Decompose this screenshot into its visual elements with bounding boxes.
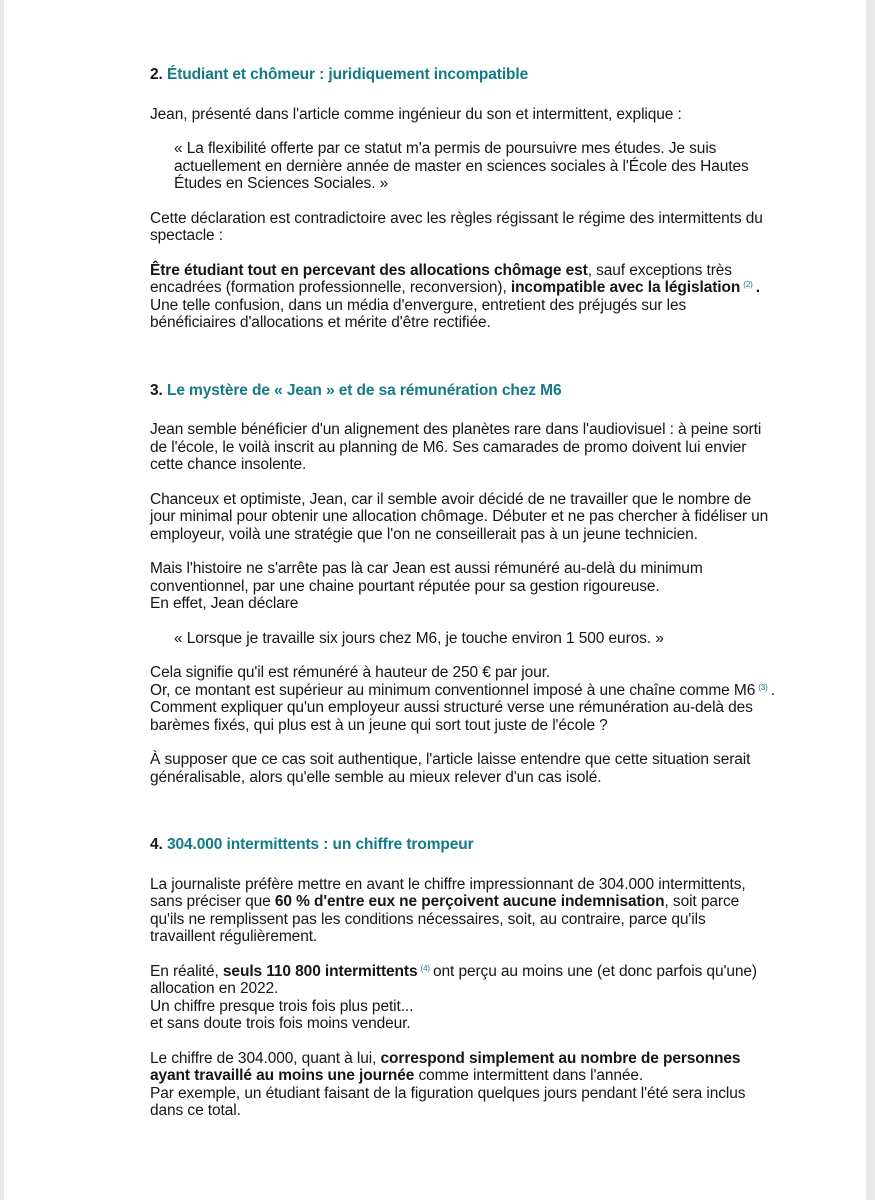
bold-text: seuls 110 800 intermittents [222,962,418,980]
text: Par exemple, un étudiant faisant de la figuration quelques jours pendant l'été sera inclus dans ce total. [150,1084,746,1119]
text: et sans doute trois fois moins vendeur. [150,1015,411,1032]
paragraph [150,262,775,332]
paragraph: Chanceux et optimiste, Jean, car il semble avoir décidé de ne travailler que le nombre de jour minimal pour obtenir une allocation chômage. Débuter et ne pas chercher à fidéliser un employeur, voilà une stratégie que l'on ne conseillerait pas à un jeune technicien. [150,490,769,543]
section-4-heading [150,836,775,854]
section-number: 2. [150,66,163,83]
bold-text: . [755,279,760,296]
document-body [150,66,775,1120]
text: En réalité, [150,962,223,980]
paragraph: À supposer que ce cas soit authentique, l'article laisse entendre que cette situation serait généralisable, alors qu'elle semble au mieux relever d'un cas isolé. [150,751,751,786]
text: Or, ce montant est supérieur au minimum conventionnel imposé à une chaîne comme M6 [150,681,756,699]
bold-text: incompatible avec la législation [510,279,741,296]
text: Un chiffre presque trois fois plus petit... [150,997,414,1015]
section-2-heading [150,66,775,84]
text: En effet, Jean déclare [150,595,299,612]
paragraph [150,560,775,613]
paragraph [150,664,775,734]
text: Comment expliquer qu'un employeur aussi structuré verse une rémunération au-delà des barèmes fixés, qui plus est à un jeune qui sort tout juste de l'école ? [150,699,753,734]
text: ont perçu au moins une (et donc parfois qu'une) allocation en 2022. [150,962,757,997]
section-title: Étudiant et chômeur : juridiquement incompatible [166,66,529,83]
paragraph: Jean, présenté dans l'article comme ingénieur du son et intermittent, explique : [150,105,682,123]
section-title: Le mystère de « Jean » et de sa rémunération chez M6 [166,381,562,399]
paragraph [150,876,775,946]
text: La journaliste préfère mettre en avant le chiffre impressionnant de 304.000 intermittents, sans préciser que [150,875,746,910]
paragraph: Jean semble bénéficier d'un alignement des planètes rare dans l'audiovisuel : à peine sorti de l'école, le voilà inscrit au planning de M6. Ses camarades de promo doivent lui envier cette chance insolente. [150,421,762,473]
paragraph [150,963,775,1033]
footnote-ref[interactable]: (3) [758,682,768,692]
text: Cela signifie qu'il est rémunéré à hauteur de 250 € par jour. [150,664,551,681]
footnote-ref[interactable]: (2) [743,280,753,289]
section-title: 304.000 intermittents : un chiffre trompeur [166,836,474,853]
footnote-ref[interactable]: (4) [420,963,430,973]
section-3-heading [150,382,775,400]
section-number: 4. [150,836,163,853]
text: Le chiffre de 304.000, quant à lui, [150,1049,381,1067]
paragraph: Cette déclaration est contradictoire avec les règles régissant le régime des intermittents du spectacle : [150,209,763,244]
section-number: 3. [150,381,163,399]
text: comme intermittent dans l'année. [414,1067,644,1084]
text: . [770,681,775,699]
text: , sauf exceptions très encadrées (formation professionnelle, reconversion), [150,261,732,296]
bold-text: 60 % d'entre eux ne perçoivent aucune indemnisation [274,893,665,910]
bold-text: correspond simplement au nombre de personnes ayant travaillé au moins une journée [150,1049,741,1084]
text: Une telle confusion, dans un média d'envergure, entretient des préjugés sur les bénéficiaires d'allocations et mérite d'être rectifiée. [150,296,687,331]
quote: « Lorsque je travaille six jours chez M6, je touche environ 1 500 euros. » [174,629,664,647]
bold-text: Être étudiant tout en percevant des allocations chômage est [150,261,588,279]
document-page [4,0,866,1200]
text: , soit parce qu'ils ne remplissent pas les conditions nécessaires, soit, au contraire, parce qu'ils travaillent régulièrement. [150,893,740,945]
quote: « La flexibilité offerte par ce statut m'a permis de poursuivre mes études. Je suis actuellement en dernière année de master en sciences sociales à l'École des Hautes Études en Sciences Sociales. » [174,140,749,192]
paragraph [150,1050,775,1120]
text: Mais l'histoire ne s'arrête pas là car Jean est aussi rémunéré au-delà du minimum conventionnel, par une chaine pourtant réputée pour sa gestion rigoureuse. [150,560,703,595]
